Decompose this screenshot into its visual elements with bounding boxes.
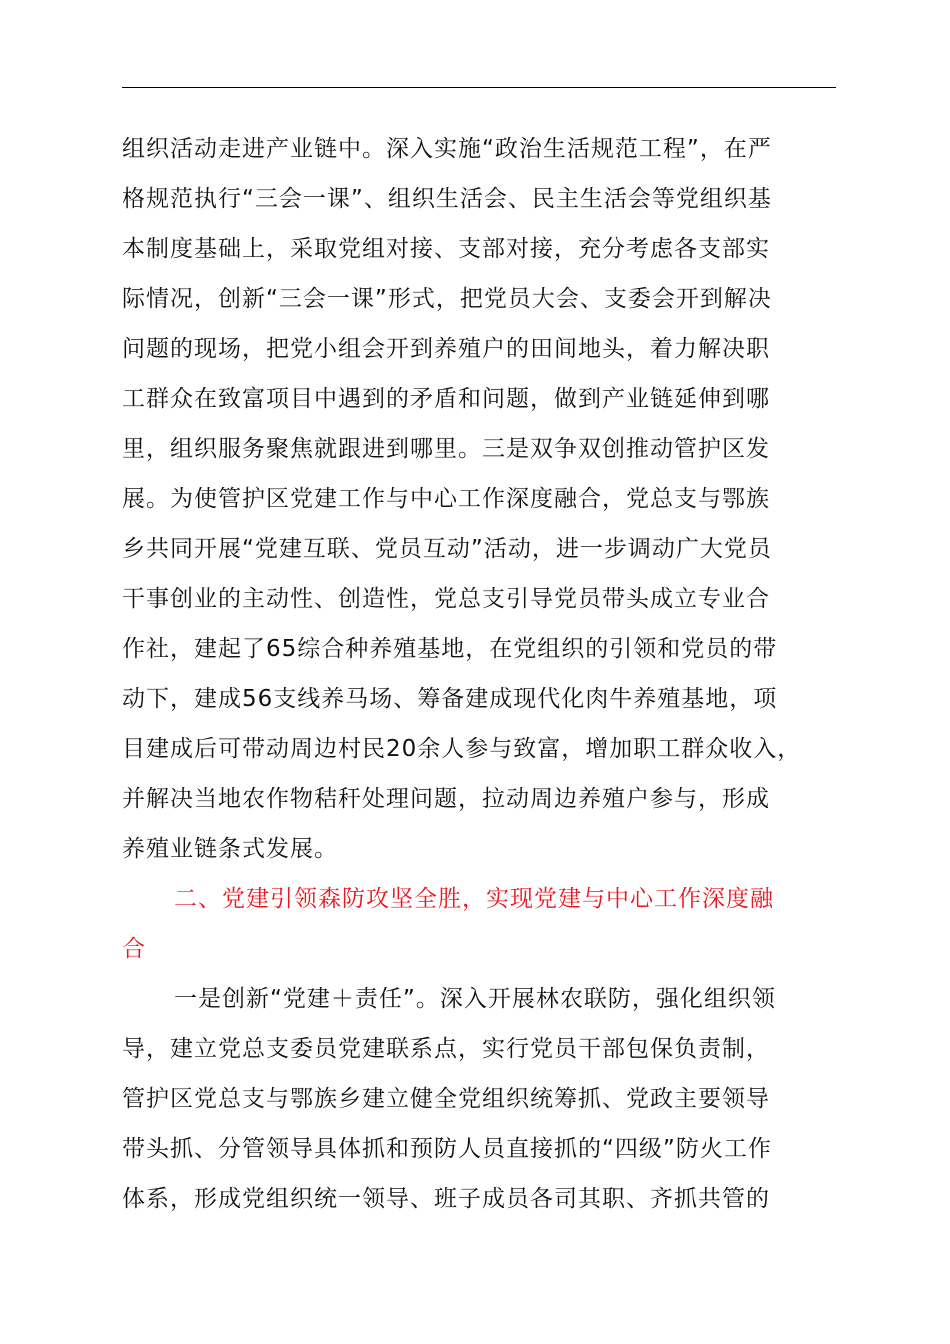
paragraph-line: 际情况，创新“三会一课”形式，把党员大会、支委会开到解决 — [122, 286, 772, 312]
header-rule — [122, 87, 836, 88]
paragraph-line: 乡共同开展“党建互联、党员互动”活动，进一步调动广大党员 — [122, 536, 772, 562]
section-paragraph-line: 体系，形成党组织统一领导、班子成员各司其职、齐抓共管的 — [122, 1186, 770, 1212]
paragraph-line: 目建成后可带动周边村民20余人参与致富，增加职工群众收入， — [122, 736, 802, 762]
paragraph-line: 养殖业链条式发展。 — [122, 836, 338, 862]
paragraph-line: 问题的现场，把党小组会开到养殖户的田间地头，着力解决职 — [122, 336, 770, 362]
paragraph-line: 干事创业的主动性、创造性，党总支引导党员带头成立专业合 — [122, 586, 770, 612]
section-paragraph-line: 带头抓、分管领导具体抓和预防人员直接抓的“四级”防火工作 — [122, 1136, 772, 1162]
paragraph-line: 工群众在致富项目中遇到的矛盾和问题，做到产业链延伸到哪 — [122, 386, 770, 412]
section-paragraph-line: 一是创新“党建＋责任”。深入开展林农联防，强化组织领 — [174, 986, 776, 1012]
section-paragraph-line: 管护区党总支与鄂族乡建立健全党组织统筹抓、党政主要领导 — [122, 1086, 770, 1112]
paragraph-line: 动下，建成56支线养马场、筹备建成现代化肉牛养殖基地，项 — [122, 686, 778, 712]
paragraph-line: 组织活动走进产业链中。深入实施“政治生活规范工程”，在严 — [122, 136, 772, 162]
paragraph-line: 本制度基础上，采取党组对接、支部对接，充分考虑各支部实 — [122, 236, 770, 262]
paragraph-line: 并解决当地农作物秸秆处理问题，拉动周边养殖户参与，形成 — [122, 786, 770, 812]
section-heading-line: 合 — [122, 936, 146, 962]
document-body — [122, 124, 862, 1224]
paragraph-line: 里，组织服务聚焦就跟进到哪里。三是双争双创推动管护区发 — [122, 436, 770, 462]
paragraph-line: 格规范执行“三会一课”、组织生活会、民主生活会等党组织基 — [122, 186, 772, 212]
section-paragraph-line: 导，建立党总支委员党建联系点，实行党员干部包保负责制， — [122, 1036, 770, 1062]
paragraph-line: 作社，建起了65综合种养殖基地，在党组织的引领和党员的带 — [122, 636, 778, 662]
section-heading-line: 二、党建引领森防攻坚全胜，实现党建与中心工作深度融 — [174, 886, 774, 912]
paragraph-line: 展。为使管护区党建工作与中心工作深度融合，党总支与鄂族 — [122, 486, 770, 512]
